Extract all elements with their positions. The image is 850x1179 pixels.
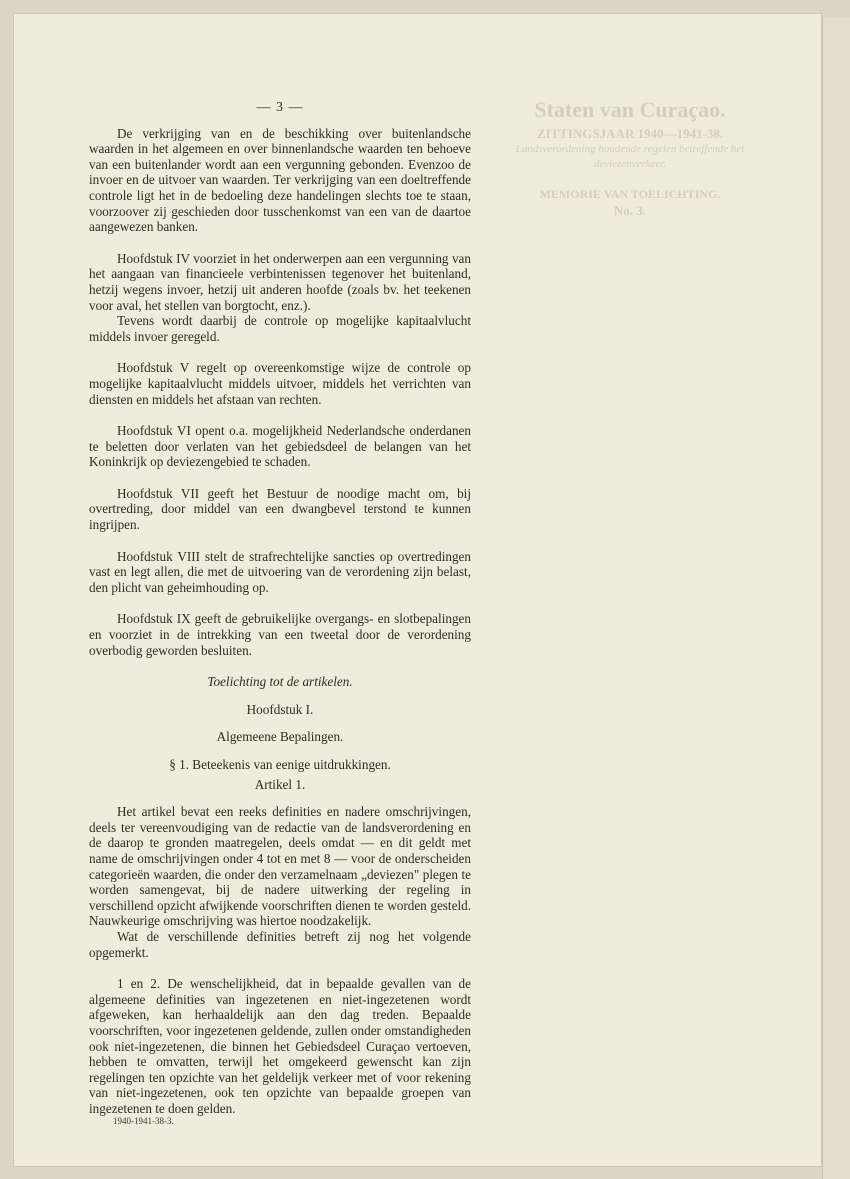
page-number: — 3 — bbox=[256, 100, 304, 115]
paragraph: Hoofdstuk IV voorziet in het onderwerpen aan een vergunning van het aangaan van financieele verbintenissen tegenover het buitenland, hetzij wegens invoer, hetzij uit anderen hoofde (zoals bv. het teekenen voor aval, het stellen van borgtocht, enz.). bbox=[89, 250, 471, 313]
paragraph: De verkrijging van en de beschikking over buitenlandsche waarden in het algemeen en over binnenlandsche waarden ten behoeve van een buitenlander wordt aan een vergunning gebonden. Evenzoo de invoer en de uitvoer van waarden. Ter verkrijging van een doeltreffende controle ligt het in de bedoeling deze handelingen slechts toe te staan, voorzoover zij geschieden door tusschenkomst van een van de daartoe aangewezen banken. bbox=[89, 125, 471, 235]
paragraph: 1 en 2. De wenschelijkheid, dat in bepaalde gevallen van de algemeene definities van ingezetenen en niet-ingezetenen wordt afgeweken, kan herhaaldelijk aan den dag treden. Bepaalde voorschriften, voor ingezetenen geldende, zullen onder omstandigheden ook niet-ingezetenen, die binnen het Gebiedsdeel Curaçao vertoeven, hebben te omvatten, terwijl het omgekeerd gewenscht kan zijn regelingen ten opzichte van het geldelijk verkeer met of voor rekening van niet-ingezetenen, ook ten opzichte van bepaalde groepen van ingezetenen te doen gelden. bbox=[89, 976, 471, 1116]
body-text bbox=[89, 100, 471, 1132]
bleed-line-2: ZITTINGSJAAR 1940—1941-38. bbox=[536, 125, 724, 141]
paragraph: Hoofdstuk IX geeft de gebruikelijke overgangs- en slotbepalingen en voorziet in de intrekking van een tweetal door de verordening overbodig geworden besluiten. bbox=[89, 611, 471, 658]
footer-reference: 1940-1941-38-3. bbox=[113, 1116, 174, 1126]
article-heading: Artikel 1. bbox=[254, 776, 306, 792]
paragraph-heading: § 1. Beteekenis van eenige uitdrukkingen. bbox=[169, 757, 391, 772]
paragraph: Het artikel bevat een reeks definities en nadere omschrijvingen, deels ter vereenvoudiging van de redactie van de landsverordening en de daarop te gronden maatregelen, deels omdat — en dit geldt met name de omschrijvingen onder 4 tot en met 8 — voor de onderscheiden categorieën waarden, die onder den verzamelnaam „deviezen" plegen te worden samengevat, bij de nadere uitwerking der regeling in verschillend opzicht afwijkende voorschriften dienen te worden gesteld. Nauwkeurige omschrijving was hiertoe noodzakelijk. bbox=[89, 804, 471, 929]
next-page-edge bbox=[822, 18, 850, 1179]
chapter-heading: Hoofdstuk I. bbox=[246, 701, 314, 717]
paragraph: Hoofdstuk VII geeft het Bestuur de noodige macht om, bij overtreding, door middel van een dwangbevel terstond te kunnen ingrijpen. bbox=[89, 485, 471, 533]
paragraph: Tevens wordt daarbij de controle op mogelijke kapitaalvlucht middels invoer geregeld. bbox=[89, 313, 471, 344]
bleed-line-3: Landsverordening houdende regelen betreffende het deviezenverkeer. bbox=[515, 143, 745, 171]
paragraph: Hoofdstuk V regelt op overeenkomstige wijze de controle op mogelijke kapitaalvlucht middels uitvoer, middels het verrichten van diensten en middels het afstaan van rechten. bbox=[89, 360, 471, 407]
subheading-bepalingen: Algemeene Bepalingen. bbox=[216, 729, 344, 745]
paragraph: Hoofdstuk VIII stelt de strafrechtelijke sancties op overtredingen vast en legt allen, die met de uitvoering van de verordening zijn belast, den plicht van geheimhouding op. bbox=[89, 548, 471, 595]
section-heading-toelichting: Toelichting tot de artikelen. bbox=[207, 674, 353, 690]
paragraph: Wat de verschillende definities betreft zij nog het volgende opgemerkt. bbox=[89, 928, 471, 960]
paragraph: Hoofdstuk VI opent o.a. mogelijkheid Nederlandsche onderdanen te beletten door verlaten van het gebiedsdeel de belangen van het Koninkrijk op deviezengebied te schaden. bbox=[89, 423, 471, 470]
bleed-line-5: No. 3. bbox=[613, 203, 647, 219]
bleed-line-4: MEMORIE VAN TOELICHTING. bbox=[539, 186, 721, 201]
bleed-line-1: Staten van Curaçao. bbox=[534, 97, 726, 122]
bleed-through-text bbox=[480, 95, 780, 220]
